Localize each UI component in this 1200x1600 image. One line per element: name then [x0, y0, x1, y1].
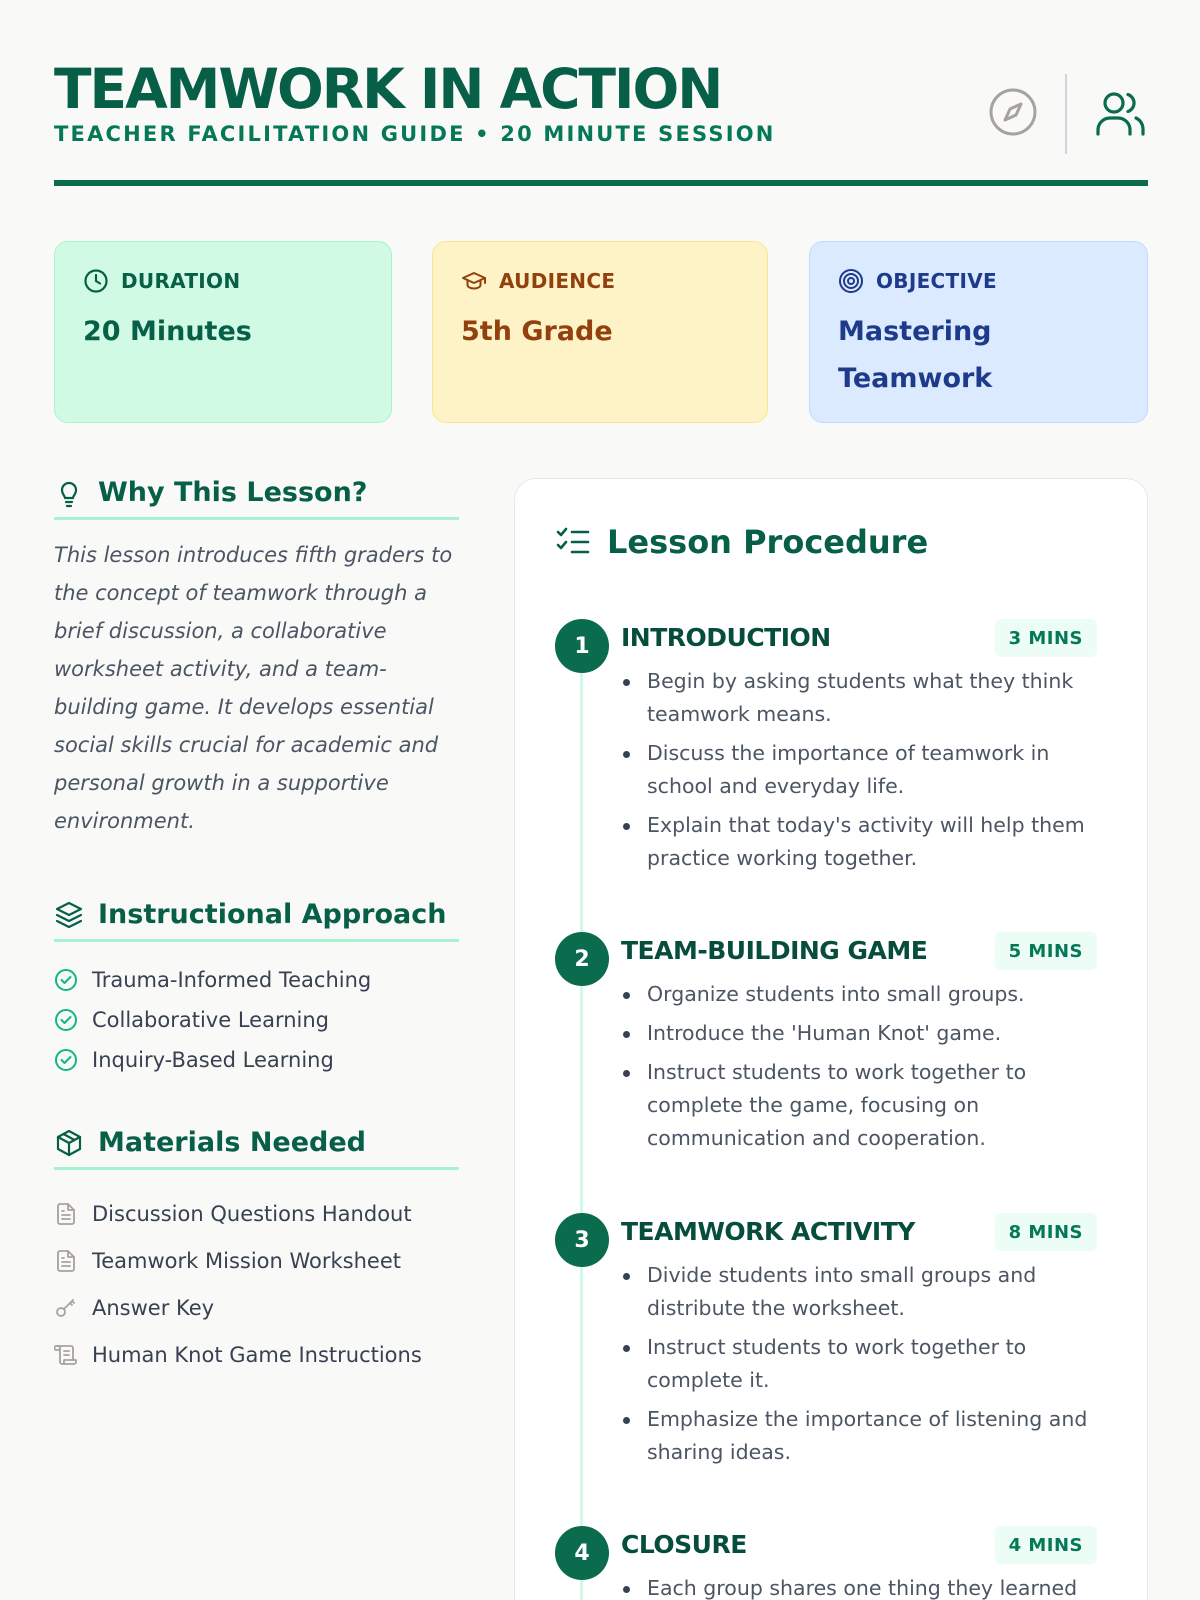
- list-item: [54, 960, 459, 1000]
- approach-item-label: Collaborative Learning: [92, 1008, 329, 1032]
- document-icon: [54, 1249, 78, 1273]
- check-circle-icon: [54, 1008, 78, 1032]
- header-divider: [1065, 74, 1067, 154]
- materials-list: [54, 1190, 459, 1378]
- material-item-label: Human Knot Game Instructions: [92, 1342, 422, 1367]
- step-items: [621, 665, 1101, 881]
- procedure-heading: [555, 523, 928, 561]
- material-item-label: Teamwork Mission Worksheet: [92, 1248, 402, 1273]
- lesson-guide-page: [54, 0, 1148, 1600]
- time-badge: 4 MINS: [995, 1526, 1097, 1564]
- audience-value: 5th Grade: [461, 316, 613, 347]
- left-column: [54, 474, 459, 1378]
- graduation-cap-icon: [461, 268, 487, 294]
- procedure-card: [514, 478, 1148, 1600]
- objective-value: Mastering Teamwork: [838, 316, 993, 394]
- layers-icon: [54, 900, 84, 930]
- approach-item-label: Trauma-Informed Teaching: [92, 968, 372, 992]
- header: [54, 58, 1148, 188]
- step-title: CLOSURE: [621, 1530, 747, 1559]
- list-item: [54, 1331, 459, 1378]
- duration-card: [54, 241, 392, 423]
- compass-icon: [987, 86, 1039, 138]
- page-title: TEAMWORK IN ACTION: [54, 57, 722, 121]
- materials-title: Materials Needed: [98, 1127, 367, 1158]
- time-badge: 3 MINS: [995, 619, 1097, 657]
- page-subtitle: TEACHER FACILITATION GUIDE • 20 MINUTE SESSION: [54, 122, 776, 146]
- objective-card: [809, 241, 1148, 423]
- list-item: [54, 1284, 459, 1331]
- why-heading: [54, 474, 459, 520]
- why-text: This lesson introduces fifth graders to the concept of teamwork through a brief discussion, a collaborative worksheet activity, and a team-building game. It develops essential social skills crucial for academic and personal growth in a supportive environment.: [54, 543, 453, 833]
- list-item: Each group shares one thing they learned: [621, 1572, 1101, 1600]
- approach-heading: [54, 896, 459, 942]
- duration-value: 20 Minutes: [83, 316, 252, 347]
- audience-label: AUDIENCE: [499, 269, 616, 293]
- list-item: Emphasize the importance of listening and sharing ideas.: [621, 1403, 1101, 1469]
- list-item: [54, 1190, 459, 1237]
- step-number: 3: [555, 1213, 609, 1267]
- time-badge: 8 MINS: [995, 1213, 1097, 1251]
- time-badge: 5 MINS: [995, 932, 1097, 970]
- materials-heading: [54, 1124, 459, 1170]
- audience-card: [432, 241, 768, 423]
- step-number: 1: [555, 619, 609, 673]
- step-items: [621, 978, 1101, 1161]
- step-title: TEAM-BUILDING GAME: [621, 936, 928, 965]
- material-item-label: Discussion Questions Handout: [92, 1201, 412, 1226]
- list-item: Instruct students to work together to complete the game, focusing on communication and cooperation.: [621, 1056, 1101, 1155]
- material-item-label: Answer Key: [92, 1295, 215, 1320]
- header-rule: [54, 180, 1148, 186]
- list-item: [54, 1040, 459, 1080]
- clock-icon: [83, 268, 109, 294]
- timeline-line: [580, 629, 583, 1600]
- list-item: [54, 1237, 459, 1284]
- lightbulb-icon: [54, 478, 84, 508]
- list-item: Organize students into small groups.: [621, 978, 1101, 1011]
- scroll-icon: [54, 1343, 78, 1367]
- duration-label: DURATION: [121, 269, 241, 293]
- key-icon: [54, 1296, 78, 1320]
- check-circle-icon: [54, 1048, 78, 1072]
- approach-title: Instructional Approach: [98, 899, 447, 930]
- approach-list: [54, 960, 459, 1080]
- list-item: Explain that today's activity will help them practice working together.: [621, 809, 1101, 875]
- list-item: Divide students into small groups and distribute the worksheet.: [621, 1259, 1101, 1325]
- checklist-icon: [555, 524, 591, 560]
- why-title: Why This Lesson?: [98, 477, 368, 508]
- objective-label: OBJECTIVE: [876, 269, 997, 293]
- package-icon: [54, 1128, 84, 1158]
- target-icon: [838, 268, 864, 294]
- list-item: [54, 1000, 459, 1040]
- list-item: Introduce the 'Human Knot' game.: [621, 1017, 1101, 1050]
- step-items: [621, 1572, 1101, 1600]
- approach-section: [54, 896, 459, 1080]
- document-icon: [54, 1202, 78, 1226]
- list-item: Instruct students to work together to complete it.: [621, 1331, 1101, 1397]
- step-title: INTRODUCTION: [621, 623, 831, 652]
- materials-section: [54, 1124, 459, 1378]
- step-title: TEAMWORK ACTIVITY: [621, 1217, 915, 1246]
- procedure-title: Lesson Procedure: [607, 523, 929, 561]
- check-circle-icon: [54, 968, 78, 992]
- step-number: 4: [555, 1526, 609, 1580]
- step-items: [621, 1259, 1101, 1475]
- list-item: Begin by asking students what they think teamwork means.: [621, 665, 1101, 731]
- users-icon: [1092, 86, 1148, 142]
- step-number: 2: [555, 932, 609, 986]
- list-item: Discuss the importance of teamwork in school and everyday life.: [621, 737, 1101, 803]
- approach-item-label: Inquiry-Based Learning: [92, 1048, 334, 1072]
